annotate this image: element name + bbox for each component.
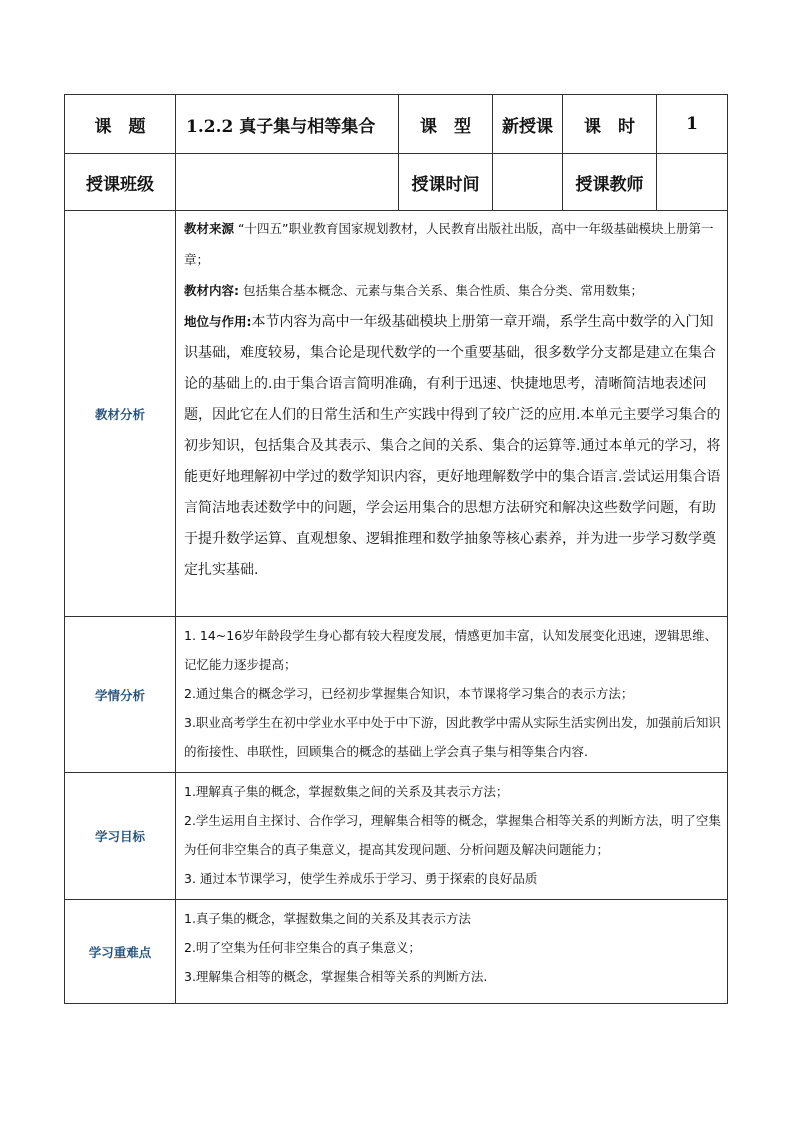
teacher-label: 授课教师 — [563, 154, 657, 211]
goals-item: 3. 通过本节课学习，使学生养成乐于学习、勇于探索的良好品质 — [184, 871, 538, 886]
time-value — [493, 154, 563, 211]
keypoints-item: 1.真子集的概念，掌握数集之间的关系及其表示方法 — [184, 911, 471, 926]
class-value — [176, 154, 399, 211]
goals-item: 1.理解真子集的概念，掌握数集之间的关系及其表示方法； — [184, 784, 509, 799]
header-row — [65, 95, 728, 154]
content-text: 包括集合基本概念、元素与集合关系、集合性质、集合分类、常用数集； — [242, 283, 643, 298]
role-label: 地位与作用: — [184, 314, 252, 329]
teacher-value — [657, 154, 728, 211]
source-label: 教材来源 — [184, 221, 235, 236]
students-content — [176, 617, 728, 773]
materials-row — [65, 211, 728, 617]
lesson-plan-table — [64, 94, 728, 1004]
keypoints-item: 2.明了空集为任何非空集合的真子集意义； — [184, 940, 421, 955]
course-label: 课 题 — [65, 95, 176, 154]
keypoints-content — [176, 900, 728, 1004]
keypoints-label: 学习重难点 — [65, 900, 176, 1004]
source-text: “十四五”职业教育国家规划教材，人民教育出版社出版，高中一年级基础模块上册第一章； — [184, 221, 714, 267]
goals-item: 2.学生运用自主探讨、合作学习，理解集合相等的概念，掌握集合相等关系的判断方法，明了空集为任何非空集合的真子集意义，提高其发现问题、分析问题及解决问题能力； — [184, 813, 721, 857]
materials-content — [176, 211, 728, 617]
content-label: 教材内容: — [184, 283, 239, 298]
students-label: 学情分析 — [65, 617, 176, 773]
hours-label: 课 时 — [563, 95, 657, 154]
time-label: 授课时间 — [399, 154, 493, 211]
course-title: 1.2.2 真子集与相等集合 — [176, 95, 399, 154]
students-row — [65, 617, 728, 773]
materials-label: 教材分析 — [65, 211, 176, 617]
goals-label: 学习目标 — [65, 773, 176, 900]
keypoints-row — [65, 900, 728, 1004]
keypoints-item: 3.理解集合相等的概念，掌握集合相等关系的判断方法. — [184, 969, 488, 984]
type-label: 课 型 — [399, 95, 493, 154]
hours-value: 1 — [657, 95, 728, 154]
students-item: 2.通过集合的概念学习，已经初步掌握集合知识，本节课将学习集合的表示方法； — [184, 686, 634, 701]
class-label: 授课班级 — [65, 154, 176, 211]
class-info-row — [65, 154, 728, 211]
role-text: 本节内容为高中一年级基础模块上册第一章开端，系学生高中数学的入门知识基础，难度较易，集合论是现代数学的一个重要基础，很多数学分支都是建立在集合论的基础上的.由于集合语言简明准确，有利于迅速、快捷地思考，清晰简洁地表述问题，因此它在人们的日常生活和生产实践中得到了较广泛的应用.本单元主要学习集合的初步知识，包括集合及其表示、集合之间的关系、集合的运算等.通过本单元的学习，将能更好地理解初中学过的数学知识内容，更好地理解数学中的集合语言.尝试运用集合语言简洁地表述数学中的问题，学会运用集合的思想方法研究和解决这些数学问题，有助于提升数学运算、直观想象、逻辑推理和数学抽象等核心素养，并为进一步学习数学奠定扎实基础. — [184, 314, 721, 578]
goals-row — [65, 773, 728, 900]
goals-content — [176, 773, 728, 900]
students-item: 3.职业高考学生在初中学业水平中处于中下游，因此教学中需从实际生活实例出发，加强前后知识的衔接性、串联性，回顾集合的概念的基础上学会真子集与相等集合内容. — [184, 715, 721, 759]
type-value: 新授课 — [493, 95, 563, 154]
students-item: 1. 14~16岁年龄段学生身心都有较大程度发展，情感更加丰富，认知发展变化迅速，逻辑思维、记忆能力逐步提高； — [184, 628, 718, 672]
